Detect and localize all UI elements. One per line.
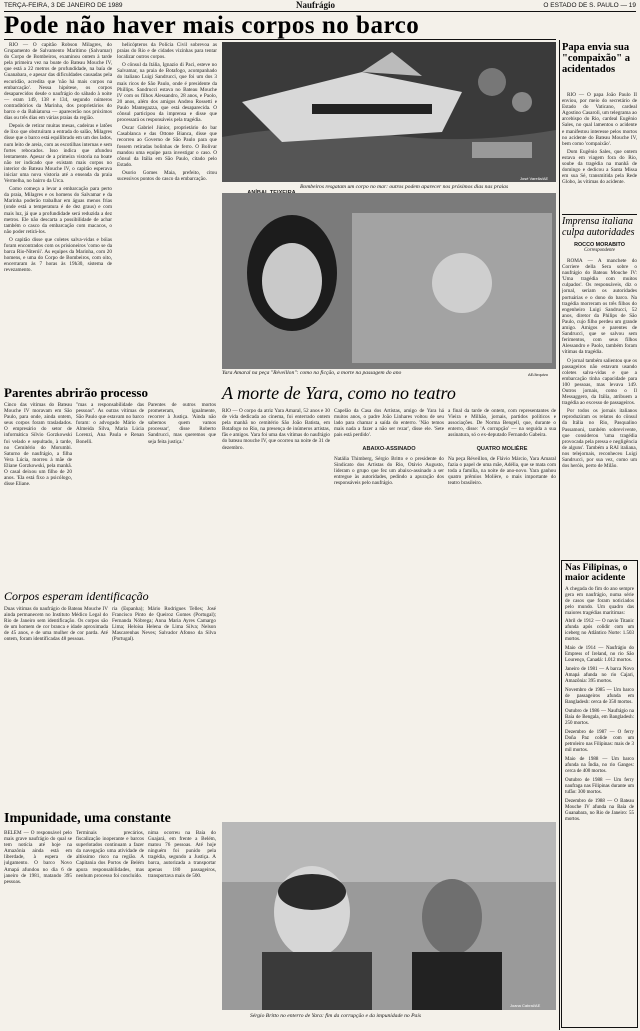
lead-paragraph: Como começa a levar a embarcação para perto da praia, Milagres e os homens do Salvamar e da Marinha poderão trabalhar em águas menos frias (onde está a temperatura é de dez graus) e com mais luz, já que a profundidade será reduzida a dez metros. Ele não descarta a possibilidade de achar também o casco da embarcação com macacos, o não poder retirá-los. [4,186,112,235]
story-paragraph: Dom Eugênio Sales, que ontem estava em viagem fora do Rio, soube da tragédia na manhã de domingo e dedicou a Santa Missa em sua Sé, transmitida pela Rede Globo, às vítimas do acidente. [562,148,637,186]
lead-paragraph: O capitão disse que coletes salva-vidas e bóias foram encontrados com os prisioneiros 'como se da barca Rio-Niterói'. As equipes da Marinha, com 20 homens, e uma do Corpo de Bombeiros, com oito, encerraram às 7 horas às 19h30, sistema de revezamento. [4,236,112,274]
story-paragraph: Osorio Gomes Maia, prefeito, citou sucessivos pontos do casco da embarcação. [117,169,217,182]
story-paragraph: ROMA — A manchete do Corriere della Sera sobre o naufrágio do Bateau Mouche IV: 'Uma tragédia com muitos culpados'. Os responsáveis, diz o jornal, seriam os autoridades portuárias e o dono do barco. Na tragédia morreram os três filhos do engenheiro Luigi Sandrucci, 52 anos, diretor da Philips de São Paulo, cujo filho perdeu um grande amigo. Amigos e parentes de Sandrucci, que se salvou sem ferimentos, com seus filhos Alessandro e Paolo, também foram vítimas da tragédia. [562,258,637,356]
impunidade-headline: Impunidade, uma constante [4,811,171,826]
list-item: Maio de 1914 — Naufrágio do Empress of Ireland, no rio São Lourenço, Canadá: 1.012 mortos. [565,646,634,664]
corpos-headline: Corpos esperam identificação [4,589,149,603]
story-paragraph: O cônsul da Itália, Ignazio di Paci, esteve no Salvamar, na praia de Botafogo, acompanhado do italiano Luigi Sandrucci, que foi um dos 3 mais ricos de São Paulo, onde é presidente da Phillips. Sandrucci estava no Bateau Mouche IV com os filhos Alessandro, 28 anos, e Paolo, 20 anos, além dos amigos Andrea Rossetti e Paulo Mantegazza, que está desaparecida. O cônsul participou da imprensa e disse que processará os responsáveis pela tragédia. [117,62,217,124]
rescue-photo-image [222,42,556,182]
rescue-photo [222,42,556,182]
yara-col-b-text: Capelão da Casa dos Artistas, amigo de Yara há muitos anos, o padre João Linhares voltou de seu lado para chamar a saída do enterro. 'Não temos mais nada a fazer a não ser rezar', disse ele. 'Sete pais está perdido'. [334,408,444,439]
parentes-col-b: "mas a responsabilidade das pessoas". As outras vítimas de São Paulo que estavam no barco foram: o advogado Mário de Almeida Silva, Maria Lúcia Lorenzi, Ana Paula e Renan Bonelli. [76,402,144,445]
abaixo-text: Natália Thimberg, Sérgio Britto e o presidente do Sindicato dos Artistas do Rio, Otávio Augusto, lideram o grupo que fez um abaixo-assinado a ser entregue às autoridades, pedindo a apuração dos responsáveis pelo naufrágio. [334,455,444,486]
header-date: TERÇA-FEIRA, 3 DE JANEIRO DE 1989 [4,2,123,9]
yara-col-b [334,408,444,644]
parentes-col-a: Cinco das vítimas do Bateau Mouche IV moravam em São Paulo, para onde, ainda ontem, seus corpos foram trasladados. O empresário do setor de informática Sílvio Gorzkowski foi velado e sepultado, à tarde, no Cemitério do Morumbi. Saturno de naufrágio, a filha Vera Lúcia, morreu à mãe de Eliane Gorzkowski, pela manhã. O casal deixou um filho de 20 anos. 'Ela está fixo a psicólogo, disse Eliane. [4,402,72,488]
filipinas-box [561,560,638,1028]
impunidade-col-a: BELÉM — O responsável pelo mais grave naufrágio do qual se tem notícia até hoje na Amazônia ainda está em liberdade, à espera de julgamento. O barco Novo Amapá afundou no dia 6 de janeiro de 1981, matando 395 pessoas. [4,830,72,885]
story-paragraph: O jornal também salientou que os passageiros não estavam usando coletes salva-vidas e que a embarcação tinha capacidade para 100 pessoas, mas levava 149. Outros jornais, como o Il Messaggero, da Itália, atribuem a tragédia ao excesso de passageiros. [562,357,637,407]
yara-photo-caption: Yara Amaral na peça "Réveillon": como na ficção, a morte na passagem do ano [222,370,402,376]
main-headline: Pode não haver mais corpos no barco [4,12,420,39]
imprensa-headline: Imprensa italiana culpa autoridades [562,216,635,238]
list-item: Outubro de 1988 — Um ferry naufraga nas Filipinas durante um tufão: 300 mortos. [565,778,634,796]
filipinas-list [565,619,634,823]
list-item: Novembro de 1985 — Um barco de passageiros afunda em Bangladesh: cerca de 350 mortos. [565,688,634,706]
corpos-col-a: Duas vítimas do naufrágio do Bateau Mouche IV ainda permanecem no Instituto Médico Legal do Rio de Janeiro sem identificação. Os corpos são de um homem de cor branca e idade aproximada de 45 anos, e de uma mulher de cor parda. Até ontem, foram identificadas 48 pessoas. [4,606,108,643]
britto-photo [222,822,556,1010]
impunidade-col-b: Terminais precários, fiscalização inoperante e barcos superlotados continuam a fazer da navegação uma atividade de altíssimo risco na região. A Capitania dos Portos de Belém apura responsabilidades, mas nenhum processo foi concluído. [76,830,144,879]
page-header [4,2,636,11]
britto-photo-caption: Sérgio Britto no enterro de Yara: fim da corrupção e da impunidade no País [250,1013,422,1019]
yara-photo [222,193,556,369]
yara-headline: A morte de Yara, como no teatro [222,383,456,403]
moliere-text: Na peça Réveillon, de Flávio Márcio, Yara Amaral fazia o papel de uma mãe, Adélia, que se mata com toda a família, na noite de ano-novo. Yara ganhou quatro prêmios Molière, o mais importante do teatro brasileiro. [448,455,556,486]
imprensa-byline: ROCCO MORABITO [574,242,625,248]
imprensa-rule [562,214,637,215]
yara-col-c-text: a final da tarde de ontem, com representantes de Vieira e Milhão, jornais, partidos políticos e associações. De Norma Bengell, que, durante o enterro, disse: 'A corrupção' — na seguida a sua assinatura, só o ex-deputado Fernando Gabeira. [448,408,556,439]
lead-story-continued [117,42,217,386]
rescue-photo-credit: José Varella/AE [520,176,549,181]
list-item: Dezembro de 1988 — O Bateau Mouche IV afunda na Baía de Guanabara, no Rio de Janeiro: 55 mortos. [565,799,634,823]
section-name: Naufrágio [296,0,335,10]
list-item: Outubro de 1986 — Naufrágio na Baía de Bengala, em Bangladesh: 250 mortos. [565,709,634,727]
papa-headline: Papa envia sua "compaixão" a acidentados [562,42,630,76]
yara-col-a: RIO — O corpo da atriz Yara Amaral, 52 anos e 30 de vida dedicada ao cinema, foi enterrado ontem pela manhã no cemitério São João Batista, em Botafogo no Rio, na presença de inúmeros artistas, fãs e amigos. Yara foi uma das vítimas do naufrágio do bateau mouche IV, que ocorreu na noite de 31 de dezembro. [222,408,330,451]
story-paragraph: RIO — O papa João Paulo II enviou, por meio do secretário de Estado do Vaticano, cardeal Agostino Casaroli, um telegrama ao arcebispo do Rio, cardeal Eugênio Sales, no qual lamentou o acidente e manifestou interesse pelos mortos no acidente do Bateau Mouche IV, bem como 'compaixão'. [562,92,637,147]
lead-story [4,42,112,386]
parentes-headline: Parentes abrirão processo [4,385,148,400]
story-paragraph: helicópteros da Polícia Civil sobrevoa as praias do Rio e de cidades vizinhas para tentar localizar outros corpos. [117,42,217,61]
list-item: Maio de 1988 — Um barco afunda na Índia, no rio Ganges: cerca de 400 mortos. [565,757,634,775]
imprensa-byline-role: Correspondente [584,248,615,253]
yara-col-c [448,408,556,644]
corpos-col-b: ria (Espanha); Mário Rodrigues Telles; José Francisco Pinto de Queiroz Gomes (Portugal); Fernanda Nóbrega; Anna Maria Ayres Camargo Lima; Heloísa Helena de Lima Silva; Nelson Mascarenhas Neves; Salvador Afonso da Silva (Portugal). [112,606,216,643]
britto-photo-image [222,822,556,1010]
story-paragraph: Por todos os jornais italianos reproduziram os relatos do cônsul da Itália no Rio, Pasqualino Passamoni, também sobrevivente, que considerou 'uma tragédia provocada pela pressa e negligência de alguns'. Também a RAI italiana, nos telejornais, reconheceu Luigi Sandrucci, por sua vez, como um dos heróis, perto de Milão. [562,408,637,470]
lead-paragraph: RIO — O capitão Robson Milagres, do Grupamento de Salvamento Marítimo (Salvamar) do Corpo de Bombeiros, examinou ontem à tarde pela primeira vez na boate do Bateau Mouche IV, que está a 22 metros de profundidade, na baía de Guanabara, e apesar das dificuldades causadas pela escuridão, acredita que 'não há mais corpos na embarcação'. Nessa hipótese, os corpos desaparecidos desde o naufrágio do sábado à noite — eram 149, 138 e 134, segundo números contraditórios da Marinha, dos proprietários do barco e da Bahiatursa — aparecerão nos próximos dias ou três dias em várias praias da região. [4,42,112,122]
yara-photo-credit: AE/Arquivo [528,372,549,377]
britto-photo-credit: Joana Cabral/AE [510,1003,541,1008]
moliere-kicker: QUATRO MOLIÈRE [476,446,528,453]
lead-paragraph: Depois de retirar muitas mesas, cadeiras e latões de lixo que obstruíram a entrada do salão, Milagres disse que o barco está equilibrado em um dos lados, num leito de areia, com as escotilhas internas e sem fortes rebocados. Isso indica que afundou lentamente. Apesar de a primeira vistoria na boate não ter indicado que existam mais corpos no interior do Bateau Mouche IV, o capitão esperava iniciar uma nova vistoria até a enseada da praia Vermelha, no bairro da Urca. [4,123,112,185]
list-item: Janeiro de 1981 — A barca Novo Amapá afunda no rio Cajari, Amazônia: 395 mortos. [565,667,634,685]
headline-rule [4,39,556,40]
imprensa-story [562,258,637,552]
papa-story [562,92,637,210]
abaixo-kicker: ABAIXO-ASSINADO [362,446,416,453]
story-paragraph: Oscar Gabriel Júnior, proprietário do bar Casablanca e das Ottone Bianca, disse que recorreu ao Governo de São Paulo para que fossem retiradas bolinhas de ferro. O Bolivar mandou uma equipe para investigar o caso. O cônsul da Itália em São Paulo, citado pelo Estado. [117,125,217,168]
list-item: Dezembro de 1987 — O ferry Doña Paz colide com um petroleiro nas Filipinas: mais de 3 mil mortos. [565,730,634,754]
imprensa-byline-block [562,242,637,253]
list-item: Abril de 1912 — O navio Titanic afunda após colidir com um iceberg no Atlântico Norte: 1.503 mortos. [565,619,634,643]
filipinas-headline: Nas Filipinas, o maior acidente [565,563,628,583]
yara-photo-image [222,193,556,369]
paper-name: O ESTADO DE S. PAULO — 19 [543,2,636,9]
right-column-rule [559,40,560,1030]
rescue-photo-caption: Bombeiros resgatam um corpo no mar: outros podem aparecer nos próximos dias nas praias [300,184,509,190]
filipinas-intro: A chegada do fim do ano sempre gera em naufrágio, numa série de casos que foram noticiados pelo mundo. Um quadro das maiores tragédias marítimas: [565,585,634,617]
parentes-col-c: Parentes de outros mortos prometeram, igualmente, recorrer à Justiça. 'Ainda não sabemos quem vamos processar', disse Roberto Sandrucci, mas queremos que seja feita justiça.' [148,402,216,445]
impunidade-col-c: nima ocorreu na Baía do Guajará, em frente a Belém, matou 76 pessoas. Até hoje ninguém foi punido pela tragédia, segundo a Justiça. A barca, autorizada a transportar apenas 180 passageiros, transportava mais de 500. [148,830,216,879]
